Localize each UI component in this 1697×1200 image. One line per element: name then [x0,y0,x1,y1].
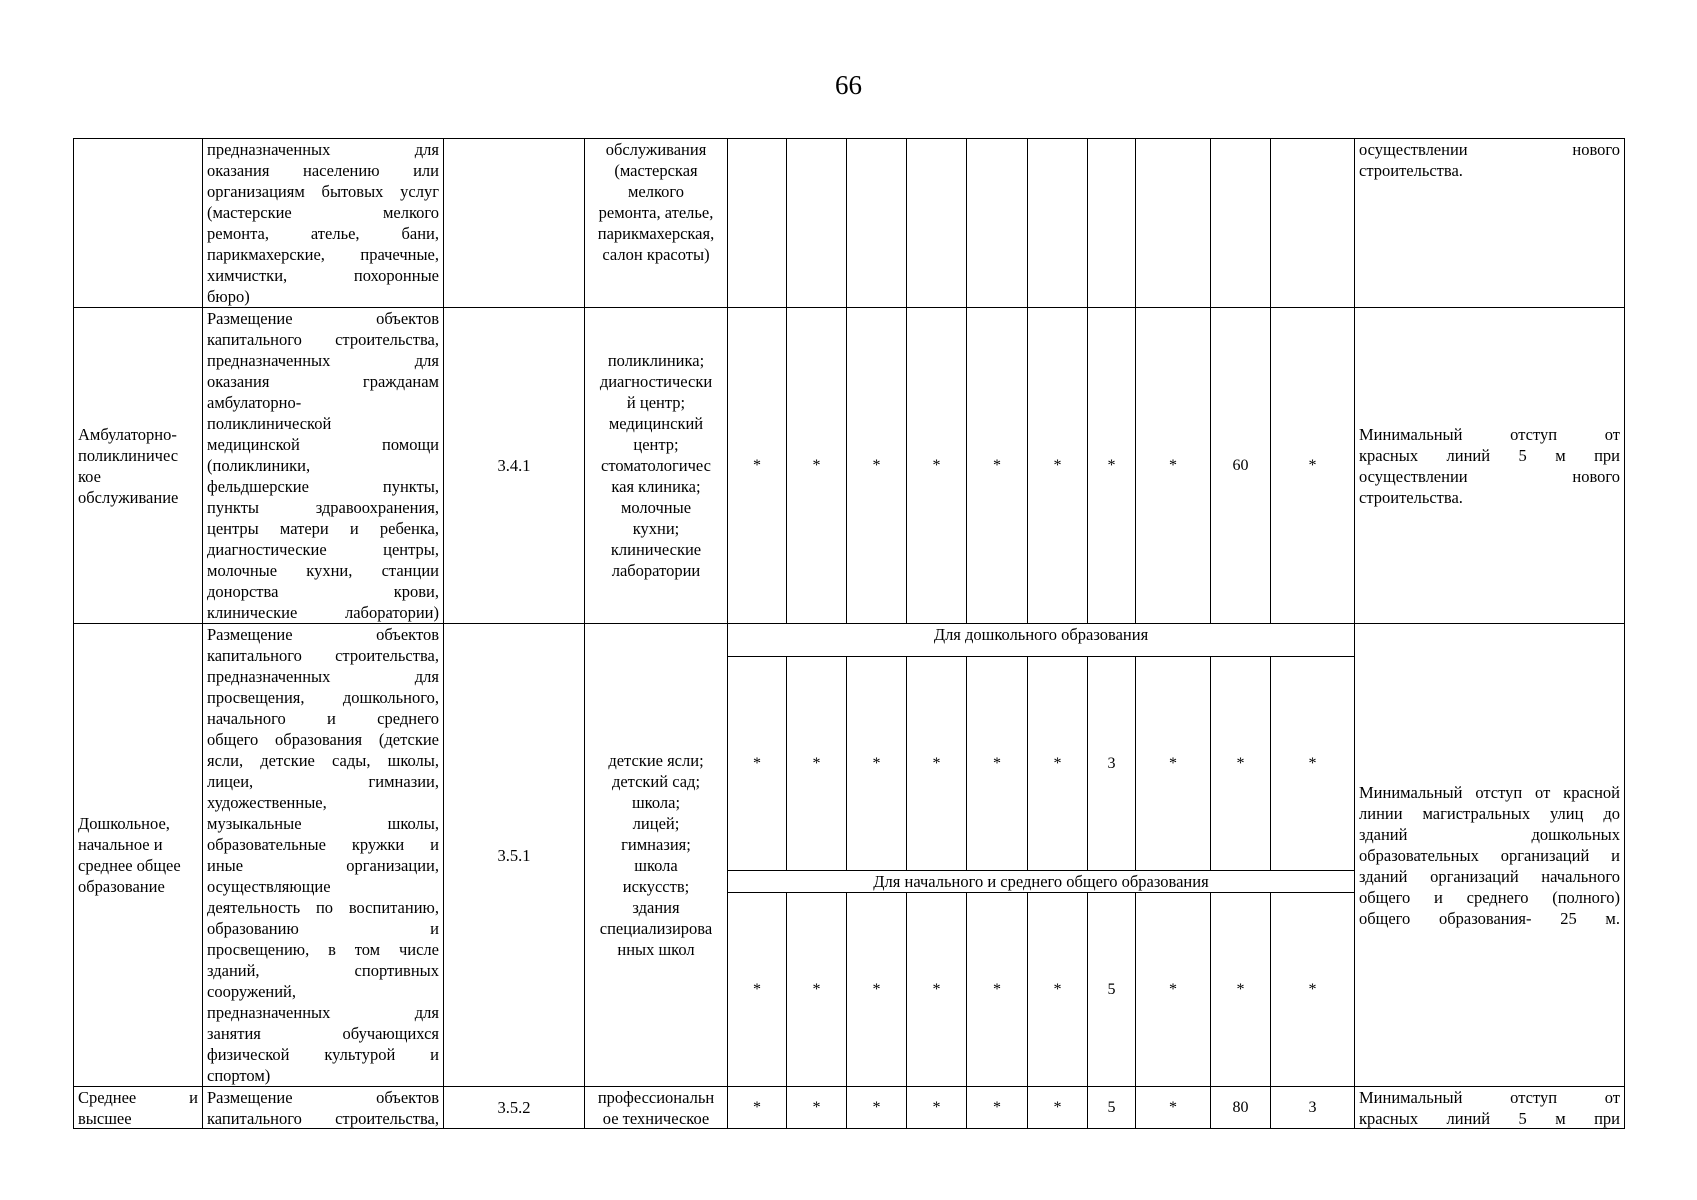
row-description-line: начального и среднего [207,709,439,728]
row-param: * [1053,981,1062,998]
row-param: * [993,755,1001,772]
row-param: * [993,981,1001,998]
row-name [74,308,202,623]
row-description-line: (мастерские мелкого [207,203,439,222]
row-description-line: Размещение объектов [207,625,439,644]
row-description-line: осуществляющие [207,877,331,896]
row-code: 3.5.2 [497,1098,531,1117]
row-param [967,139,1027,307]
row-objects-line: й центр; [626,393,686,412]
row-description-line: амбулаторно- [207,393,302,412]
row-name-line: Дошкольное, [78,814,170,833]
row-code: 3.5.1 [497,845,531,865]
row-objects-line: детский сад; [611,772,701,791]
row-subheader: Для дошкольного образования [933,625,1149,644]
row-param: * [1053,755,1062,772]
row-objects-line: парикмахерская, [597,224,715,243]
row-objects-line: профессиональн [597,1088,715,1107]
row-description [203,624,443,1086]
row-param: * [1308,457,1317,474]
row-objects-line: ремонта, ателье, [598,203,714,222]
row-param: * [753,755,761,772]
row-objects-line: нных школ [617,940,695,959]
row-param: * [1308,755,1317,772]
row-param: * [1169,1099,1177,1116]
row-objects-line: детские ясли; [608,751,704,770]
row-objects-line: молочные [620,498,692,517]
row-objects-line: диагностически [599,372,713,391]
row-description-line: капитального строительства, [207,330,439,349]
row-objects [585,139,727,307]
row-description [203,1087,443,1128]
row-param: * [1236,981,1245,998]
row-note-line: зданий дошкольных [1359,824,1620,844]
row-subheader: Для начального и среднего общего образования [873,872,1209,891]
row-description-line: предназначенных для [207,140,439,159]
row-param: * [1169,457,1177,474]
row-param: 3 [1107,755,1116,772]
row-name [74,624,202,1086]
row-objects-line: гимназия; [621,835,691,854]
row-description-line: молочные кухни, станции [207,561,439,580]
row-description-line: капитального строительства, [207,1109,439,1128]
row-description-line: предназначенных для [207,1003,439,1022]
row-description-line: лицеи, гимназии, [207,772,439,791]
row-param [847,139,906,307]
row-param: * [932,981,941,998]
row-description-line: оказания гражданам [207,372,439,391]
row-param: * [753,981,761,998]
row-param: 3 [1308,1099,1317,1116]
row-param: * [1308,981,1317,998]
row-param: * [993,1099,1001,1116]
row-name-line: среднее общее [78,856,181,875]
row-description-line: физической культурой и [207,1045,439,1064]
row-param: * [1169,755,1177,772]
row-param: * [812,1099,821,1116]
row-note-line: общего и среднего (полного) [1359,887,1620,907]
row-param [787,139,846,307]
row-note-line: линии магистральных улиц до [1359,803,1620,823]
row-objects-line: салон красоты) [602,245,710,264]
row-param: * [1053,1099,1062,1116]
row-description-line: иные организации, [207,856,439,875]
row-description-line: Размещение объектов [207,1088,439,1107]
row-name [74,1087,202,1128]
row-note-line: Минимальный отступ от красной [1359,782,1620,802]
row-note [1355,624,1624,1086]
row-objects-line: поликлиника; [607,351,705,370]
row-param: * [753,457,761,474]
row-note-text [1359,424,1620,508]
page-number: 66 [835,70,862,100]
row-note-line: зданий организаций начального [1359,866,1620,886]
row-note-line: общего образования- 25 м. [1359,908,1620,928]
row-objects [585,308,727,623]
row-description-line: художественные, [207,793,327,812]
row-description-line: ясли, детские сады, школы, [207,751,439,770]
row-objects-line: (мастерская [614,161,698,180]
row-param: 5 [1107,981,1116,998]
row-objects-line: школа; [631,793,681,812]
row-name-text [78,424,198,508]
row-param: * [1053,457,1062,474]
row-description-line: образовательные кружки и [207,835,439,854]
row-note-line: Минимальный отступ от [1359,1088,1620,1107]
row-note-line: осуществлении нового [1359,140,1620,159]
row-param: * [932,1099,941,1116]
row-note-line: красных линий 5 м при [1359,445,1620,465]
row-objects-line: стоматологичес [601,456,711,475]
row-description-line: общего образования (детские [207,730,439,749]
row-name-line: поликлиничес [78,445,179,465]
row-description-line: химчистки, похоронные [207,266,439,285]
row-objects-line: центр; [633,435,679,454]
row-name-line: начальное и [78,835,163,854]
row-param: * [872,1099,881,1116]
row-objects-line: ое техническое [602,1109,710,1128]
row-param: * [1107,457,1116,474]
row-objects-text [587,750,725,960]
row-param: 5 [1107,1099,1116,1116]
table-rule-horizontal [73,1128,1625,1129]
row-description-line: предназначенных для [207,667,439,686]
row-param: * [812,755,821,772]
row-param: * [812,981,821,998]
row-param: 60 [1232,457,1249,474]
row-param [907,139,966,307]
table-rule-vertical [1624,138,1625,1128]
row-description-line: парикмахерские, прачечные, [207,245,439,264]
row-name-line: Амбулаторно- [78,424,177,444]
row-note-line: строительства. [1359,487,1463,507]
row-note [1355,308,1624,623]
row-objects-line: здания [632,898,680,917]
row-description-line: Размещение объектов [207,309,439,328]
row-code: 3.4.1 [497,456,531,475]
row-objects-line: лаборатории [611,561,701,580]
row-objects-line: обслуживания [605,140,707,159]
row-objects-line: клинические [610,540,702,559]
row-param: * [993,457,1001,474]
row-param: * [872,457,881,474]
row-param [728,139,786,307]
row-description-line: занятия обучающихся [207,1024,439,1043]
row-note-line: красных линий 5 м при [1359,1109,1620,1128]
row-param: * [872,981,881,998]
row-note-text [1359,782,1620,929]
row-objects-line: медицинский [608,414,704,433]
row-param: * [932,755,941,772]
row-description-line: медицинской помощи [207,435,439,454]
row-param: 80 [1232,1099,1249,1116]
row-param [1088,139,1135,307]
row-param: * [932,457,941,474]
row-description-line: донорства крови, [207,582,439,601]
row-description-line: ремонта, ателье, бани, [207,224,439,243]
row-param: * [812,457,821,474]
row-param [1028,139,1087,307]
row-description-line: капитального строительства, [207,646,439,665]
row-description-line: предназначенных для [207,351,439,370]
row-description-line: сооружений, [207,982,297,1001]
row-param: * [1236,755,1245,772]
row-param: * [1169,981,1177,998]
row-param: * [872,755,881,772]
row-objects [585,624,727,1086]
row-param [1271,139,1354,307]
row-note-line: образовательных организаций и [1359,845,1620,865]
row-param: * [753,1099,761,1116]
row-name-line: высшее [78,1109,132,1128]
row-description [203,139,443,307]
row-description-line: оказания населению или [207,161,439,180]
row-description [203,308,443,623]
row-note-line: Минимальный отступ от [1359,424,1620,444]
row-objects-text [587,350,725,581]
row-objects-line: кухни; [632,519,680,538]
row-description-line: бюро) [207,287,250,306]
row-objects-line: искусств; [622,877,690,896]
row-description-line: спортом) [207,1066,271,1085]
row-description-line: образованию и [207,919,439,938]
row-name-line: обслуживание [78,487,179,507]
row-objects-line: кая клиника; [611,477,701,496]
row-description-line: зданий, спортивных [207,961,439,980]
row-description-line: музыкальные школы, [207,814,439,833]
row-description-line: центры матери и ребенка, [207,519,439,538]
row-description-line: клинические лаборатории) [207,603,439,622]
row-description-line: просвещению, в том числе [207,940,439,959]
row-objects-line: мелкого [627,182,685,201]
row-description-line: диагностические центры, [207,540,439,559]
row-note [1355,139,1624,307]
row-name-text [78,813,198,897]
row-objects-line: специализирова [599,919,713,938]
row-objects-line: лицей; [632,814,680,833]
row-description-line: организациям бытовых услуг [207,182,439,201]
row-name-line: Среднее и [78,1088,198,1107]
row-param [1211,139,1270,307]
row-param [1136,139,1210,307]
row-name-line: кое [78,466,101,486]
row-description-line: пункты здравоохранения, [207,498,439,517]
row-note [1355,1087,1624,1128]
row-objects [585,1087,727,1128]
row-description-line: (поликлиники, [207,456,311,475]
row-note-line: строительства. [1359,161,1463,180]
row-description-line: фельдшерские пункты, [207,477,439,496]
row-description-line: деятельность по воспитанию, [207,898,439,917]
row-note-line: осуществлении нового [1359,466,1620,486]
row-objects-line: школа [634,856,678,875]
row-description-line: просвещения, дошкольного, [207,688,439,707]
row-description-line: поликлинической [207,414,332,433]
row-name-line: образование [78,877,165,896]
